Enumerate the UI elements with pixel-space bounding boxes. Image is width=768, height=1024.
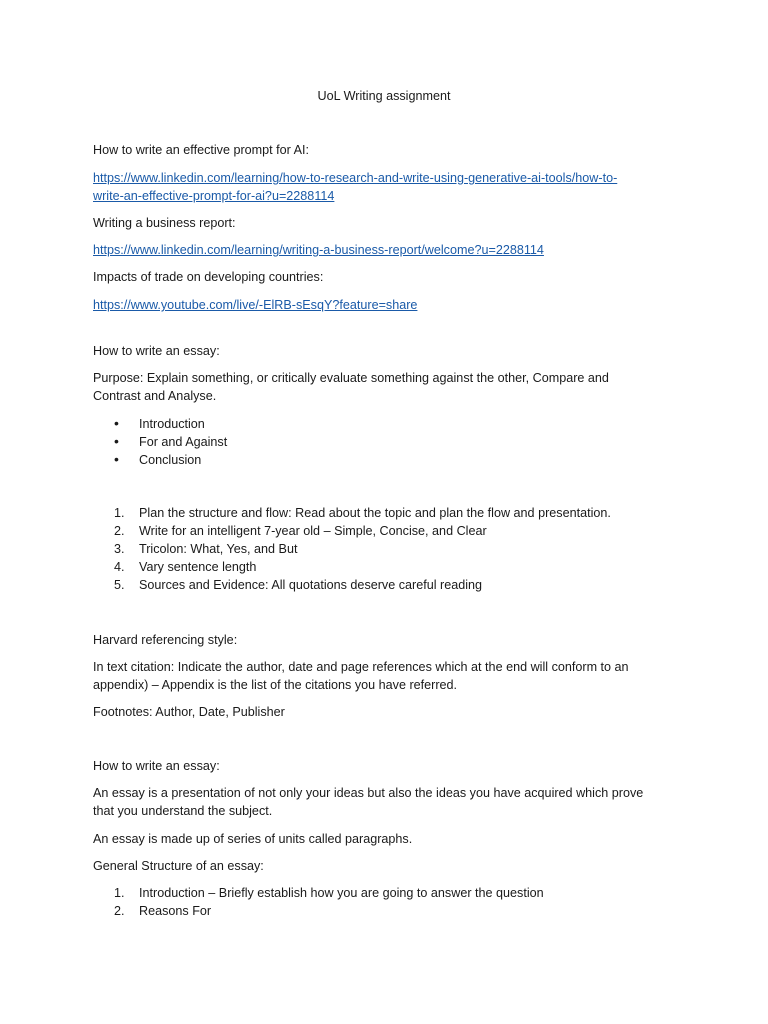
essay2-heading: How to write an essay: — [93, 759, 220, 773]
prompt-link-line1[interactable]: https://www.linkedin.com/learning/how-to-research-and-write-using-generative-ai-tools/how-to- — [93, 171, 618, 185]
citation-line1: In text citation: Indicate the author, date and page references which at the end will conform to an — [93, 660, 629, 674]
item-number: 2. — [114, 904, 125, 918]
harvard-heading: Harvard referencing style: — [93, 633, 238, 647]
item-text: Reasons For — [139, 904, 212, 918]
prompt-heading: How to write an effective prompt for AI: — [93, 143, 310, 157]
numbered-item — [114, 558, 256, 576]
numbered-item — [114, 504, 611, 522]
essay2-units: An essay is made up of series of units called paragraphs. — [93, 832, 413, 846]
purpose-line2: Contrast and Analyse. — [93, 389, 217, 403]
structure-heading: General Structure of an essay: — [93, 859, 264, 873]
list-item-text: Conclusion — [139, 453, 202, 467]
document-title: UoL Writing assignment — [317, 89, 451, 103]
citation-line2: appendix) – Appendix is the list of the citations you have referred. — [93, 678, 458, 692]
item-text: Plan the structure and flow: Read about the topic and plan the flow and presentation. — [139, 506, 611, 520]
item-text: Vary sentence length — [139, 560, 257, 574]
item-number: 1. — [114, 886, 125, 900]
trade-link[interactable]: https://www.youtube.com/live/-ElRB-sEsqY?feature=share — [93, 298, 418, 312]
essay2-intro-line2: that you understand the subject. — [93, 804, 273, 818]
essay-heading: How to write an essay: — [93, 344, 220, 358]
bullet-marker: • — [114, 433, 119, 449]
numbered-item — [114, 902, 211, 920]
list-item-text: Introduction — [139, 417, 205, 431]
bullet-marker: • — [114, 451, 119, 467]
list-item-text: For and Against — [139, 435, 228, 449]
item-number: 3. — [114, 542, 125, 556]
numbered-item — [114, 884, 544, 902]
list-item — [114, 414, 205, 433]
item-number: 1. — [114, 506, 125, 520]
list-item — [114, 450, 201, 469]
essay2-intro-line1: An essay is a presentation of not only your ideas but also the ideas you have acquired which prove — [93, 786, 644, 800]
item-number: 5. — [114, 578, 125, 592]
item-text: Introduction – Briefly establish how you are going to answer the question — [139, 886, 544, 900]
purpose-line1: Purpose: Explain something, or critically evaluate something against the other, Compare and — [93, 371, 609, 385]
item-number: 2. — [114, 524, 125, 538]
item-number: 4. — [114, 560, 125, 574]
business-report-heading: Writing a business report: — [93, 216, 236, 230]
bullet-marker: • — [114, 415, 119, 431]
numbered-item — [114, 576, 482, 594]
business-report-link[interactable]: https://www.linkedin.com/learning/writing-a-business-report/welcome?u=2288114 — [93, 243, 544, 257]
list-item — [114, 432, 227, 451]
prompt-link-line2[interactable]: write-an-effective-prompt-for-ai?u=2288114 — [93, 189, 335, 203]
item-text: Tricolon: What, Yes, and But — [139, 542, 298, 556]
item-text: Sources and Evidence: All quotations deserve careful reading — [139, 578, 483, 592]
item-text: Write for an intelligent 7-year old – Simple, Concise, and Clear — [139, 524, 487, 538]
footnotes-text: Footnotes: Author, Date, Publisher — [93, 705, 285, 719]
numbered-item — [114, 522, 487, 540]
numbered-item — [114, 540, 297, 558]
trade-heading: Impacts of trade on developing countries: — [93, 270, 324, 284]
